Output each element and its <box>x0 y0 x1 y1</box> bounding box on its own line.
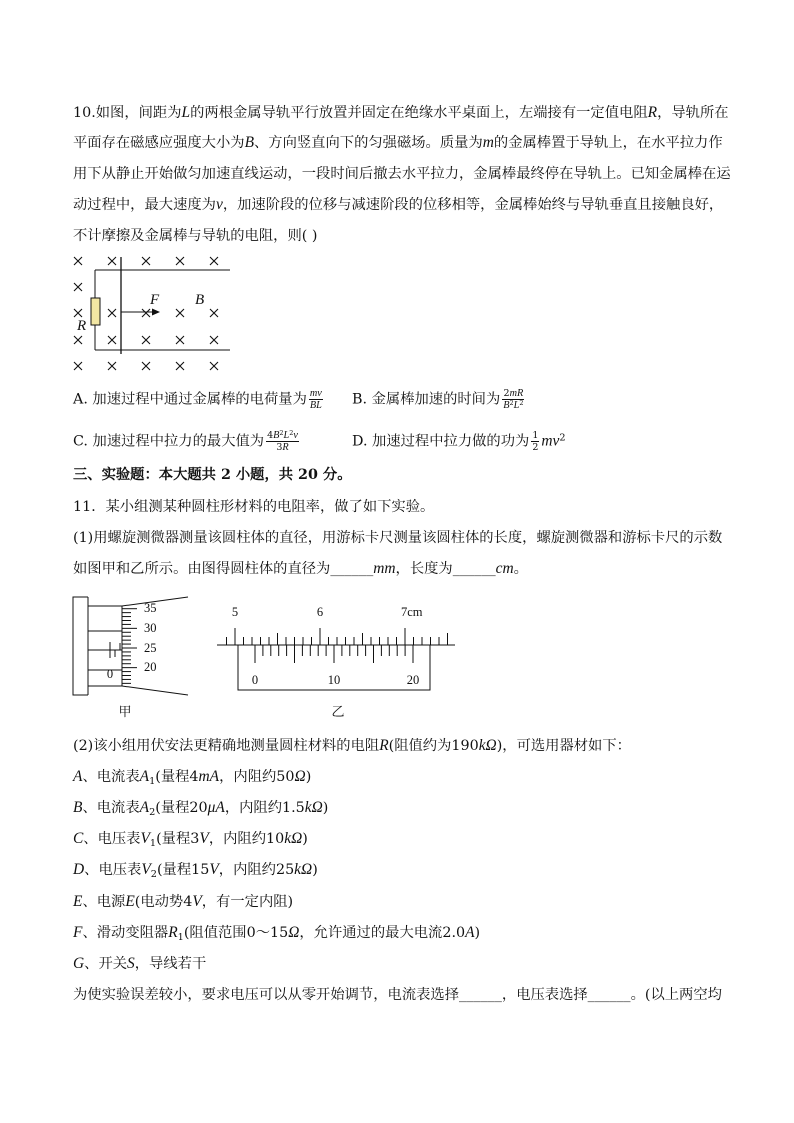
force-arrow-head-icon <box>152 309 160 316</box>
math-symbol: B <box>273 430 280 441</box>
field-cross-icon <box>108 309 116 317</box>
micrometer-thimble-outline <box>122 686 188 695</box>
text-run: ，内阻约25 <box>218 862 295 878</box>
fraction-denominator <box>502 400 524 411</box>
text-run: 、方向竖直向下的匀强磁场。质量为 <box>254 135 483 151</box>
math-symbol: kΩ <box>478 737 497 754</box>
text-run: 、电流表 <box>82 800 140 816</box>
magnetic-field-rails-figure <box>60 250 250 375</box>
math-symbol: mR <box>509 388 524 399</box>
measurement-instruments-figure <box>60 588 470 723</box>
field-cross-icon <box>142 309 150 317</box>
question-10-stem-line <box>73 133 723 153</box>
text-run: (2)该小组用伏安法更精确地测量圆柱材料的电阻 <box>73 738 380 754</box>
math-symbol: F <box>73 924 83 941</box>
text-run: ，导线若干 <box>134 956 207 972</box>
micrometer-frame <box>73 597 88 695</box>
math-symbol: R <box>168 924 178 941</box>
field-cross-icon <box>108 336 116 344</box>
field-cross-icon <box>142 336 150 344</box>
equipment-item-d <box>73 860 318 880</box>
micrometer-caption: 甲 <box>118 705 132 720</box>
field-cross-icon <box>74 309 82 317</box>
text-run: (量程3 <box>156 831 200 847</box>
question-10-stem-line <box>73 103 729 123</box>
vernier-sliding-scale <box>255 645 413 663</box>
math-symbol: A <box>465 924 475 941</box>
field-cross-icon <box>74 336 82 344</box>
field-cross-icon <box>74 362 82 370</box>
equipment-item-c <box>73 829 308 849</box>
text-run: ，内阻约50 <box>219 769 295 785</box>
text-run: 11．某小组测某种圆柱形材料的电阻率，做了如下实验。 <box>73 499 435 515</box>
math-symbol: V <box>141 861 151 878</box>
math-symbol: kΩ <box>284 830 303 847</box>
thimble-label: 25 <box>144 641 157 655</box>
math-symbol: B <box>244 134 254 151</box>
subscript: 2 <box>150 868 157 880</box>
math-symbol: V <box>140 830 150 847</box>
question-11-part1-line <box>73 528 722 548</box>
field-cross-icon <box>142 362 150 370</box>
text-run: 不计摩擦及金属棒与导轨的电阻，则( ) <box>73 228 318 244</box>
math-symbol: L <box>513 400 520 411</box>
math-symbol: Ω <box>288 924 300 941</box>
field-cross-icon <box>210 336 218 344</box>
text-run: 2 <box>503 388 510 399</box>
force-label: F <box>150 292 160 308</box>
superscript: 2 <box>289 428 294 437</box>
subscript: 1 <box>149 775 156 787</box>
field-cross-icon <box>142 257 150 265</box>
math-symbol: E <box>125 893 135 910</box>
field-cross-icon <box>210 362 218 370</box>
text-run: 、电流表 <box>82 769 140 785</box>
bold-text: 三、实验题：本大题共 2 小题，共 20 分。 <box>73 467 352 483</box>
equipment-item-f <box>73 923 480 943</box>
math-symbol: D <box>73 861 85 878</box>
text-run: ，内阻约10 <box>208 831 285 847</box>
subscript: 2 <box>149 806 156 818</box>
field-cross-icon <box>108 257 116 265</box>
text-run: 、开关 <box>84 956 128 972</box>
text-run: B. 金属棒加速的时间为 <box>352 391 501 408</box>
text-run: (电动势4 <box>134 894 193 910</box>
text-run: ，导轨所在 <box>657 105 729 121</box>
fraction-numerator <box>531 430 539 442</box>
question-10-stem-line <box>73 164 731 184</box>
option-b <box>352 388 526 411</box>
text-run: (阻值范围0～15 <box>183 925 289 941</box>
math-symbol: kΩ <box>304 799 323 816</box>
text-run: ) <box>322 800 329 816</box>
text-run: 、滑动变阻器 <box>82 925 169 941</box>
math-symbol: mv <box>309 388 322 399</box>
text-run: 。 <box>513 561 528 577</box>
vernier-main-scale <box>227 628 448 645</box>
vernier-scale-label: 20 <box>406 673 420 687</box>
fraction-numerator <box>309 388 323 400</box>
field-cross-icon <box>176 257 184 265</box>
text-run: 、电压表 <box>83 831 141 847</box>
field-cross-icon <box>210 257 218 265</box>
option-c <box>73 430 301 453</box>
fraction <box>266 430 299 453</box>
text-run: 的金属棒置于导轨上，在水平拉力作 <box>493 135 723 151</box>
text-run: ) <box>474 925 481 941</box>
fraction-numerator <box>266 430 299 442</box>
text-run: 平面存在磁感应强度大小为 <box>73 135 245 151</box>
text-run: ) <box>305 769 312 785</box>
math-symbol: C <box>73 830 84 847</box>
text-run: 10.如图，间距为 <box>73 105 182 121</box>
math-symbol: mm <box>373 560 396 577</box>
fraction-denominator <box>531 442 539 453</box>
math-symbol: V <box>192 893 202 910</box>
math-symbol: R <box>282 442 289 453</box>
subscript: 1 <box>149 837 157 849</box>
math-symbol: kΩ <box>294 861 313 878</box>
question-11-title <box>73 497 434 517</box>
math-symbol: E <box>73 893 83 910</box>
sleeve-zero-label: 0 <box>106 667 114 681</box>
thimble-label: 20 <box>144 660 157 674</box>
main-scale-label: 5 <box>231 605 239 619</box>
question-10-stem-line <box>73 226 317 246</box>
text-run: 4 <box>267 430 274 441</box>
question-10-stem-line <box>73 195 723 215</box>
math-symbol: A <box>139 799 150 816</box>
math-symbol: R <box>379 737 389 754</box>
text-run: (量程20 <box>155 800 208 816</box>
resistor-icon <box>91 298 100 325</box>
math-symbol: V <box>199 830 209 847</box>
math-symbol: μA <box>207 799 225 816</box>
math-symbol: A <box>139 768 150 785</box>
superscript: 2 <box>559 432 566 444</box>
field-cross-icon <box>210 309 218 317</box>
section-heading <box>73 465 352 485</box>
fraction-denominator <box>309 400 323 411</box>
math-symbol: BL <box>309 400 322 411</box>
math-symbol: v <box>293 430 298 441</box>
field-label: B <box>195 292 205 308</box>
text-run: ，有一定内阻) <box>201 894 294 910</box>
text-run: ，内阻约1.5 <box>224 800 305 816</box>
text-run: (阻值约为190 <box>388 738 479 754</box>
text-run: )，可选用器材如下： <box>496 738 631 754</box>
superscript: 2 <box>279 428 284 437</box>
vernier-scale-label: 0 <box>251 673 259 687</box>
field-cross-icon <box>176 362 184 370</box>
equipment-item-e <box>73 892 293 912</box>
text-run: (1)用螺旋测微器测量该圆柱体的直径，用游标卡尺测量该圆柱体的长度，螺旋测微器和游标卡尺的示数 <box>73 530 723 546</box>
math-symbol: mv <box>541 432 560 450</box>
text-run: 、电压表 <box>84 862 142 878</box>
field-cross-icon <box>108 362 116 370</box>
vernier-caption: 乙 <box>331 705 345 720</box>
question-11-part2-lead <box>73 736 631 756</box>
text-run: D. 加速过程中拉力做的功为 <box>352 433 530 450</box>
text-run: ，长度为______ <box>395 561 496 577</box>
math-symbol: L <box>283 430 290 441</box>
math-symbol: mA <box>198 768 220 785</box>
field-cross-icon <box>74 257 82 265</box>
text-run: ，加速阶段的位移与减速阶段的位移相等，金属棒始终与导轨垂直且接触良好， <box>222 197 724 213</box>
text-run: 、电源 <box>82 894 126 910</box>
fraction-denominator <box>266 442 299 453</box>
superscript: 2 <box>519 398 524 407</box>
text-run: 3 <box>276 442 283 453</box>
math-symbol: B <box>503 400 510 411</box>
equipment-item-a <box>73 767 311 787</box>
text-run: 的两根金属导轨平行放置并固定在绝缘水平桌面上，左端接有一定值电阻 <box>190 105 648 121</box>
text-run: 为使实验误差较小，要求电压可以从零开始调节，电流表选择______，电压表选择______。(以上两空均 <box>73 987 722 1003</box>
option-d <box>352 430 566 453</box>
text-run: ) <box>312 862 318 878</box>
math-symbol: B <box>73 799 83 816</box>
thimble-label: 35 <box>144 601 157 615</box>
question-11-part1-line <box>73 559 528 579</box>
text-run: C. 加速过程中拉力的最大值为 <box>73 433 265 450</box>
text-run: 用下从静止开始做匀加速直线运动，一段时间后撤去水平拉力，金属棒最终停在导轨上。已知金属棒在运 <box>73 166 731 182</box>
resistor-label: R <box>77 318 87 334</box>
fraction <box>531 430 539 453</box>
text-run: ，允许通过的最大电流2.0 <box>299 925 466 941</box>
fraction <box>502 388 524 411</box>
field-cross-icon <box>176 336 184 344</box>
equipment-item-b <box>73 798 328 818</box>
field-cross-icon <box>74 283 82 291</box>
math-symbol: cm <box>495 560 514 577</box>
math-symbol: L <box>181 104 191 121</box>
field-cross-icon <box>176 309 184 317</box>
superscript: 2 <box>509 398 514 407</box>
math-symbol: A <box>73 768 83 785</box>
math-symbol: V <box>209 861 219 878</box>
text-run: 如图甲和乙所示。由图得圆柱体的直径为______ <box>73 561 374 577</box>
math-symbol: v <box>215 196 223 213</box>
text-run: (量程4 <box>155 769 199 785</box>
option-a <box>73 388 325 411</box>
main-scale-label: 7cm <box>401 605 423 619</box>
text-run: ) <box>302 831 308 847</box>
math-symbol: Ω <box>294 768 306 785</box>
equipment-item-g <box>73 954 206 974</box>
text-run: 动过程中，最大速度为 <box>73 197 216 213</box>
math-symbol: G <box>73 955 85 972</box>
thimble-label: 30 <box>144 621 157 635</box>
vernier-scale-label: 10 <box>327 673 341 687</box>
text-run: (量程15 <box>156 862 210 878</box>
subscript: 1 <box>177 931 184 943</box>
micrometer-thimble-scale <box>122 609 137 684</box>
text-run: 2 <box>532 442 539 453</box>
text-run: A. 加速过程中通过金属棒的电荷量为 <box>73 391 307 408</box>
math-symbol: R <box>647 104 658 121</box>
math-symbol: S <box>127 955 135 972</box>
main-scale-label: 6 <box>316 605 324 619</box>
question-11-part2-prompt <box>73 985 722 1005</box>
text-run: 1 <box>532 430 539 441</box>
fraction <box>309 388 323 411</box>
math-symbol: m <box>482 134 494 151</box>
